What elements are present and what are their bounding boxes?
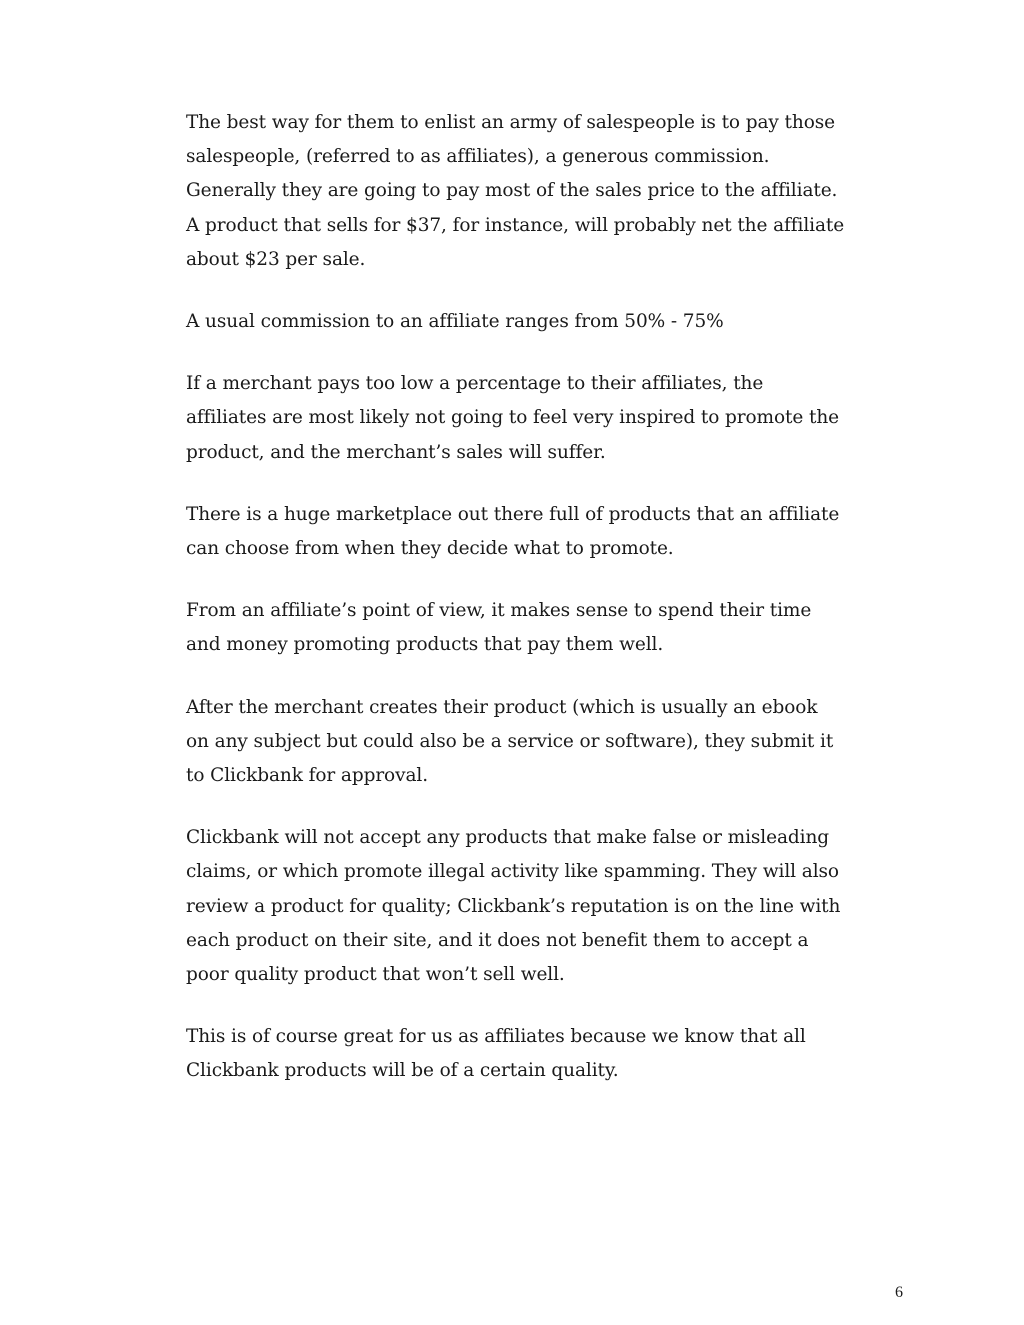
paragraph-low-percentage: If a merchant pays too low a percentage to their affiliates, the affiliates are most likely not going to feel very inspired to promote the product, and the merchant’s sales will suffer. [186, 373, 839, 463]
page-number: 6 [895, 1284, 903, 1301]
paragraph-marketplace: There is a huge marketplace out there full of products that an affiliate can choose from when they decide what to promote. [186, 503, 840, 560]
paragraph-affiliate-view: From an affiliate’s point of view, it makes sense to spend their time and money promoting products that pay them well. [186, 600, 812, 656]
body-text [186, 106, 846, 1117]
paragraph-commission-range: A usual commission to an affiliate ranges from 50% - 75% [186, 311, 724, 333]
paragraph-quality-review: Clickbank will not accept any products that make false or misleading claims, or which promote illegal activity like spamming. They will also review a product for quality; Clickbank’s reputation is on the line with each product on their site, and it does not benefit them to accept a poor quality product that won’t sell well. [186, 827, 841, 986]
paragraph-quality-assurance: This is of course great for us as affiliates because we know that all Clickbank products will be of a certain quality. [186, 1026, 806, 1082]
paragraph-commission-intro: The best way for them to enlist an army of salespeople is to pay those salespeople, (referred to as affiliates), a generous commission. Generally they are going to pay most of the sales price to the affiliate. A product that sells for $37, for instance, will probably net the affiliate about $23 per sale. [186, 112, 845, 270]
paragraph-product-submission: After the merchant creates their product (which is usually an ebook on any subject but could also be a service or software), they submit it to Clickbank for approval. [186, 696, 834, 787]
